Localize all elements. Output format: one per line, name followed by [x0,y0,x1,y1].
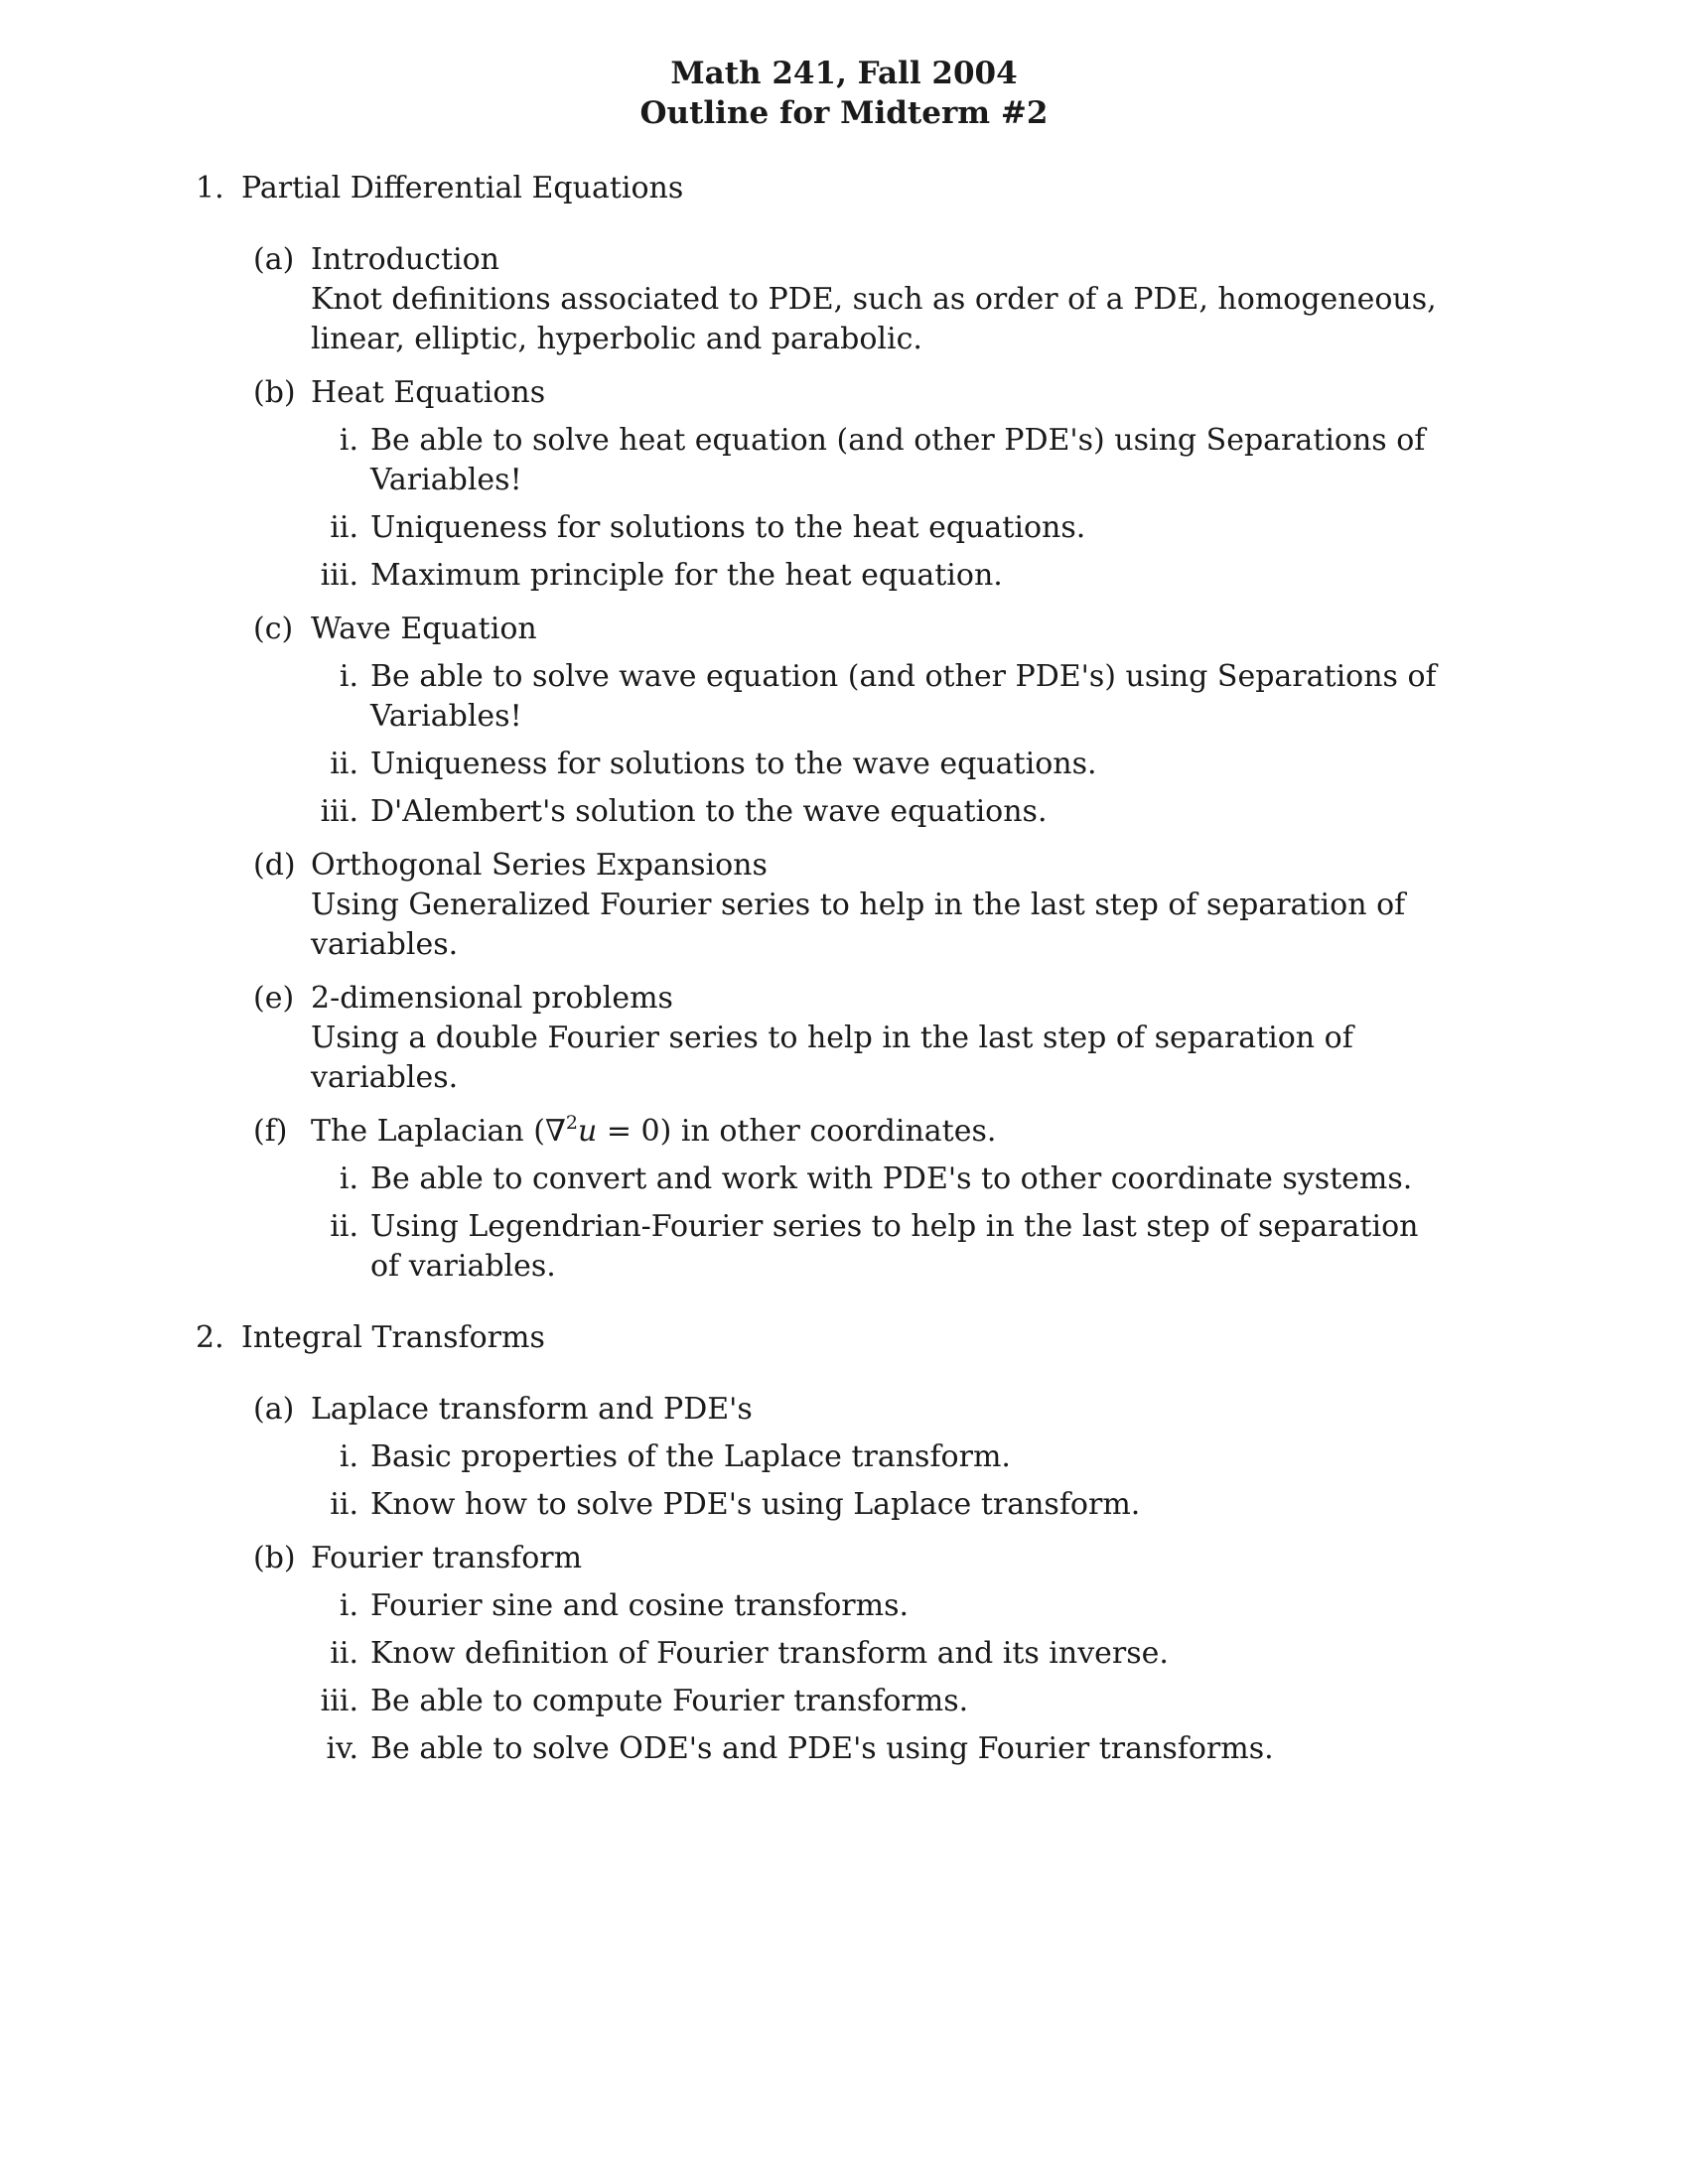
item-text: Be able to solve wave equation (and other PDE's) using Separations of Variables! [370,659,1437,734]
subsection-label: (e) [253,981,295,1016]
section-number: 1. [196,171,224,205]
title-math-variable: u [578,1114,598,1149]
item-list [311,1586,1457,1769]
section-heading [196,169,1457,208]
item-label: iv. [326,1731,358,1766]
subsection-title: Wave Equation [311,612,537,646]
title-text-post: = 0) in other coordinates. [597,1114,997,1149]
item-label: ii. [330,1636,358,1671]
subsection-title: Laplace transform and PDE's [311,1392,753,1427]
list-item [311,1485,1457,1525]
subsection-description: Knot definitions associated to PDE, such as order of a PDE, homogeneous, linear, elliptic, hyperbolic and parabolic. [311,282,1437,356]
item-label: ii. [330,510,358,545]
item-text: Basic properties of the Laplace transform. [370,1439,1011,1474]
section-title: Integral Transforms [241,1320,545,1355]
list-item [311,556,1457,596]
item-text: Uniqueness for solutions to the wave equations. [370,747,1097,781]
item-text: Fourier sine and cosine transforms. [370,1588,910,1623]
section-number: 2. [196,1320,224,1355]
item-text: Uniqueness for solutions to the heat equations. [370,510,1086,545]
item-text: Be able to compute Fourier transforms. [370,1684,969,1718]
item-label: ii. [330,1209,358,1244]
subsection-1c [253,610,1457,832]
subsection-label: (f) [253,1114,288,1149]
subsection-2b [253,1539,1457,1769]
section-heading [196,1318,1457,1358]
list-item [311,1729,1457,1769]
item-label: ii. [330,1487,358,1522]
item-label: i. [339,1588,358,1623]
list-item [311,1586,1457,1626]
item-label: i. [339,1439,358,1474]
list-item [311,1160,1457,1199]
subsection-title: Heat Equations [311,375,546,410]
subsection-1d [253,846,1457,965]
subsection-1e [253,979,1457,1098]
item-label: ii. [330,747,358,781]
item-text: Be able to solve ODE's and PDE's using Fourier transforms. [370,1731,1274,1766]
item-label: iii. [320,794,358,829]
item-text: Maximum principle for the heat equation. [370,558,1003,593]
item-label: iii. [320,1684,358,1718]
subsection-label: (b) [253,1541,296,1575]
subsection-label: (c) [253,612,294,646]
subsection-title: Orthogonal Series Expansions [311,848,768,883]
item-text: Know definition of Fourier transform and its inverse. [370,1636,1169,1671]
subsection-label: (a) [253,1392,295,1427]
list-item [311,1682,1457,1721]
item-label: i. [339,423,358,458]
item-label: iii. [320,558,358,593]
section-title: Partial Differential Equations [241,171,684,205]
title-text-pre: The Laplacian (∇ [311,1114,566,1149]
item-label: i. [339,1161,358,1196]
item-text: Be able to convert and work with PDE's to other coordinate systems. [370,1161,1413,1196]
title-line-1: Math 241, Fall 2004 [670,56,1018,91]
item-list [311,1160,1457,1287]
subsection-label: (a) [253,242,295,277]
item-text: Using Legendrian-Fourier series to help in the last step of separation of variables. [370,1209,1419,1284]
list-item [311,745,1457,784]
subsection-label: (d) [253,848,296,883]
item-text: Know how to solve PDE's using Laplace transform. [370,1487,1141,1522]
section-1 [196,169,1457,1287]
section-2 [196,1318,1457,1769]
list-item [311,657,1457,737]
title-line-2: Outline for Midterm #2 [639,95,1049,131]
item-list [311,657,1457,832]
subsection-1a [253,240,1457,359]
list-item [311,1634,1457,1674]
subsection-description: Using Generalized Fourier series to help in the last step of separation of variables. [311,887,1406,962]
list-item [311,421,1457,500]
item-text: Be able to solve heat equation (and other PDE's) using Separations of Variables! [370,423,1426,497]
list-item [311,508,1457,548]
list-item [311,792,1457,832]
subsection-title: Introduction [311,242,499,277]
list-item [311,1437,1457,1477]
outline [196,169,1457,1783]
item-list [311,421,1457,596]
subsection-title [311,1112,1457,1152]
item-text: D'Alembert's solution to the wave equations. [370,794,1048,829]
subsection-title: 2-dimensional problems [311,981,673,1016]
item-label: i. [339,659,358,694]
list-item [311,1207,1457,1287]
subsection-label: (b) [253,375,296,410]
title-superscript: 2 [565,1112,578,1134]
item-list [311,1437,1457,1525]
subsection-2a [253,1390,1457,1525]
subsection-title: Fourier transform [311,1541,583,1575]
subsection-1f [253,1112,1457,1287]
document-title [0,54,1688,133]
subsection-1b [253,373,1457,596]
subsection-description: Using a double Fourier series to help in the last step of separation of variables. [311,1021,1353,1095]
